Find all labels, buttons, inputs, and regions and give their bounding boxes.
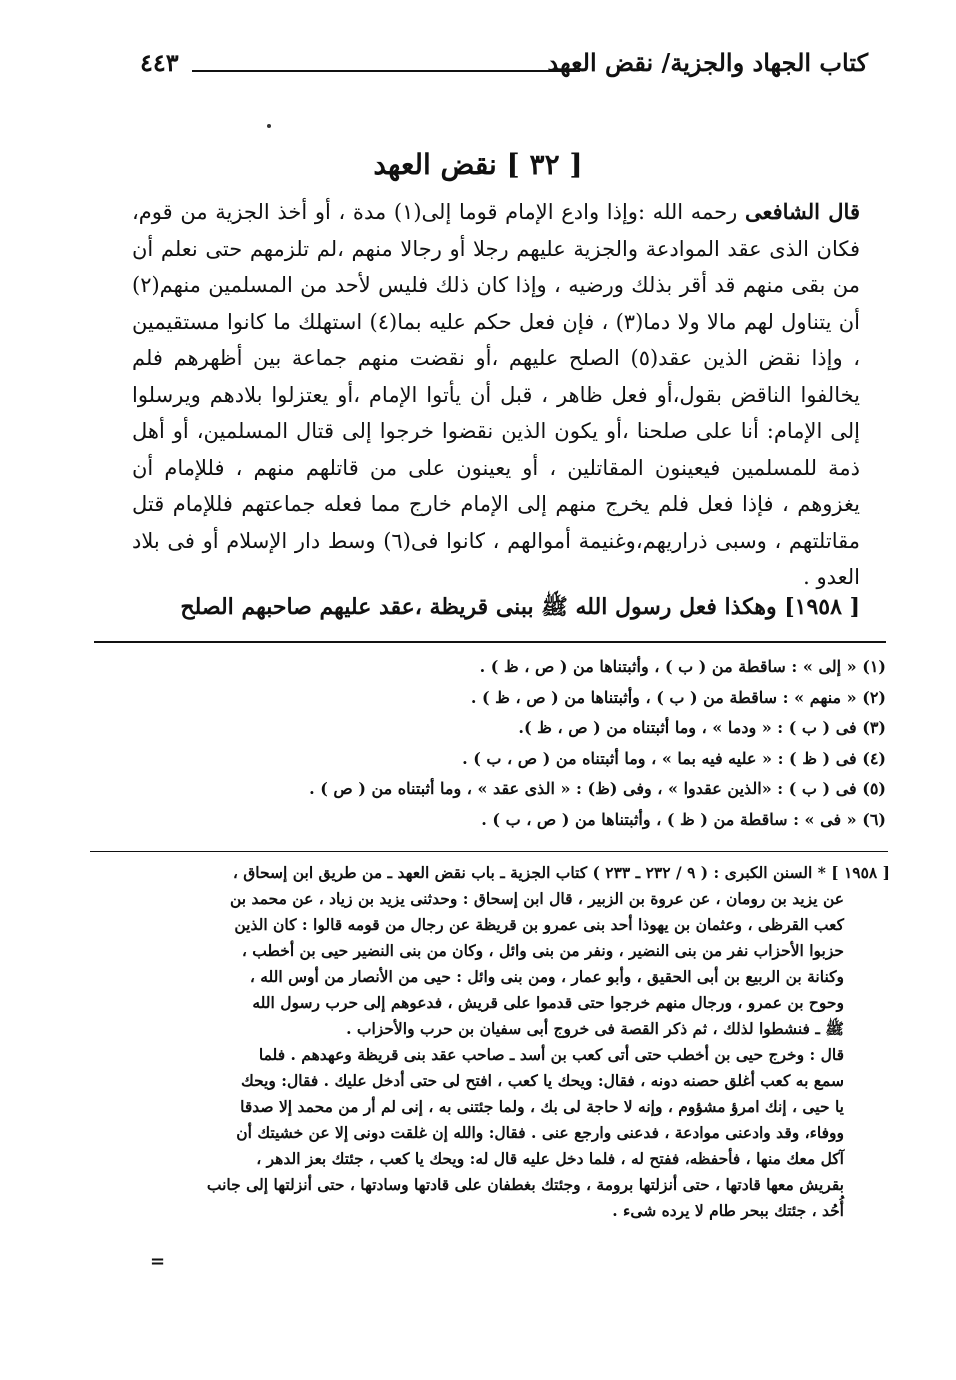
takhrij-line: بقريش معها قادتها ، حتى أنزلتها برومة ، وجئتك بغطفان على قادتها وسادتها ، حتى أنزلتها إلى جانب: [206, 1175, 844, 1194]
takhrij-body: [138, 886, 844, 1224]
takhrij-line: عن يزيد بن رومان ، عن عروة بن الزبير ، قال ابن إسحاق : وحدثنى يزيد بن زياد ، عن محمد بن: [230, 889, 844, 908]
takhrij-line: قال : وخرج حيى بن أخطب حتى أتى كعب بن أسد ـ صاحب عقد بنى قريظة وعهدهم . فلما: [258, 1045, 844, 1064]
footnote: (٤) فى ( ظ ) : « عليه فيه بما » ، وما أثبتناه من ( ص ، ب ) .: [462, 748, 886, 768]
main-text: [132, 194, 860, 596]
takhrij-separator: [90, 851, 888, 852]
footnote: (٥) فى ( ب ) : «الذين عقدوا » ، وفى (ظ) : « الذى عقد » ، وما أثبتناه من ( ص ) .: [309, 779, 886, 798]
takhrij-line: ووفاء، وقد وادعنى موادعة ، فدعنى وارجع عنى . فقال: والله إن غلقت دونى إلا عن خشيتك أن: [236, 1123, 844, 1142]
takhrij-line: آكل معك منها ، فأحفظه، ففتح له ، فلما دخل عليه قال له: ويحك يا كعب ، جئتك بعز الدهر ،: [256, 1149, 844, 1168]
footnotes: [160, 652, 886, 835]
footnote: (٢) « منهم » : ساقطة من ( ب ) ، وأثبتناها من ( ص ، ظ ) .: [470, 687, 886, 707]
takhrij-heading-line: [ ١٩٥٨ ] * السنن الكبرى : ( ٩ / ٢٣٢ ـ ٢٣٣ ) كتاب الجزية ـ باب نقض العهد ـ من طريق ابن إسحاق ،: [232, 863, 890, 882]
main-text-body: رحمه الله :وإذا وادع الإمام قوما إلى(١) مدة ، أو أخذ الجزية من قوم، فكان الذى عقد الموادعة والجزية عليهم رجلا أو رجالا منهم ،لم تلزمهم حتى نعلم أن من بقى منهم قد أقر بذلك ورضيه ، وإذا كان ذلك فليس لأحد من المسلمين منهم(٢) أن يتناول لهم مالا ولا دما(٣) ، فإن فعل حكم عليه بما(٤) استهلك ما كانوا مستقيمين ، وإذا نقض الذين عقد(٥) الصلح عليهم ،أو نقضت منهم جماعة بين أظهرهم فلم يخالفوا الناقض بقول،أو فعل ظاهر ، قبل أن يأتوا الإمام ،أو يعتزلوا بلادهم ويرسلوا إلى الإمام: أنا على صلحنا ،أو يكون الذين نقضوا خرجوا إلى قتال المسلمين، أو أهل ذمة للمسلمين فيعينون المقاتلين ، أو يعينون على من قاتلهم منهم ، فللإمام أن يغزوهم ، فإذا فعل فلم يخرج منهم إلى الإمام خارج مما فعله جماعتهم فللإمام قتل مقاتلتهم ، وسبى ذراريهم،وغنيمة أموالهم ، كانوا فى(٦) وسط دار الإسلام أو فى بلاد العدو .: [132, 200, 861, 589]
running-header: [140, 48, 868, 88]
chapter-title: [ ٣٢ ] نقض العهد: [373, 148, 583, 181]
page-number: ٤٤٣: [140, 48, 179, 77]
takhrij-line: ﷺ ـ فنشطوا لذلك ، ثم ذكر القصة فى خروج أبى سفيان بن حرب والأحزاب .: [346, 1019, 844, 1038]
takhrij-line: وكنانة بن الربيع بن أبى الحقيق ، وأبو عمار ، ومن بنى وائل : حيى من الأنصار من أوس الله ،: [249, 967, 844, 986]
takhrij-line: كعب القرظى ، وعثمان بن يهوذا أحد بنى عمرو بن قريظة عن رجال من قومه قالوا : كان الذين: [234, 915, 844, 934]
header-rule: [192, 70, 580, 72]
footnote: (٣) فى ( ب ) : « ودما » ، وما أثبتناه من ( ص ، ظ ).: [518, 718, 886, 737]
running-header-title: كتاب الجهاد والجزية/ نقض العهد: [547, 48, 868, 77]
footnote: (٦) « فى » : ساقطة من ( ظ ) ، وأثبتناها من ( ص ، ب ) .: [481, 809, 886, 829]
takhrij-line: سمع به كعب أغلق حصنه دونه ، فقال: ويحك يا كعب ، افتح لى حتى أدخل عليك . فقال: ويحك: [241, 1071, 844, 1090]
takhrij-section: [138, 860, 890, 1224]
main-text-lead: قال الشافعى: [744, 199, 860, 224]
ink-speck: [267, 124, 271, 128]
takhrij-line: حزبوا الأحزاب نفر من بنى النضير ، ونفر من بنى وائل ، وكان من بنى النضير حيى بن أخطب ،: [241, 941, 844, 960]
takhrij-line: أُحُد ، جئتك ببحر طام لا يرده شىء .: [612, 1201, 844, 1220]
hadith-line: [ ١٩٥٨] وهكذا فعل رسول الله ﷺ ببنى قريظة ،عقد عليهم صاحبهم الصلح: [180, 594, 860, 620]
continuation-mark: =: [150, 1251, 166, 1272]
takhrij-line: وحوح بن عمرو ، ورجال منهم خرجوا حتى قدموا على قريش ، فدعوهم إلى حرب رسول الله: [252, 993, 844, 1012]
footnote: (١) « إلى » : ساقطة من ( ب ) ، وأثبتناها من ( ص ، ظ ) .: [479, 657, 886, 676]
footnote-separator: [94, 641, 886, 643]
takhrij-line: يا حيى ، إنك امرؤ مشؤوم ، وإنه لا حاجة لى بك ، ولما جئتنى به ، إنى لم أر من محمد إلا صدقا: [240, 1097, 844, 1116]
